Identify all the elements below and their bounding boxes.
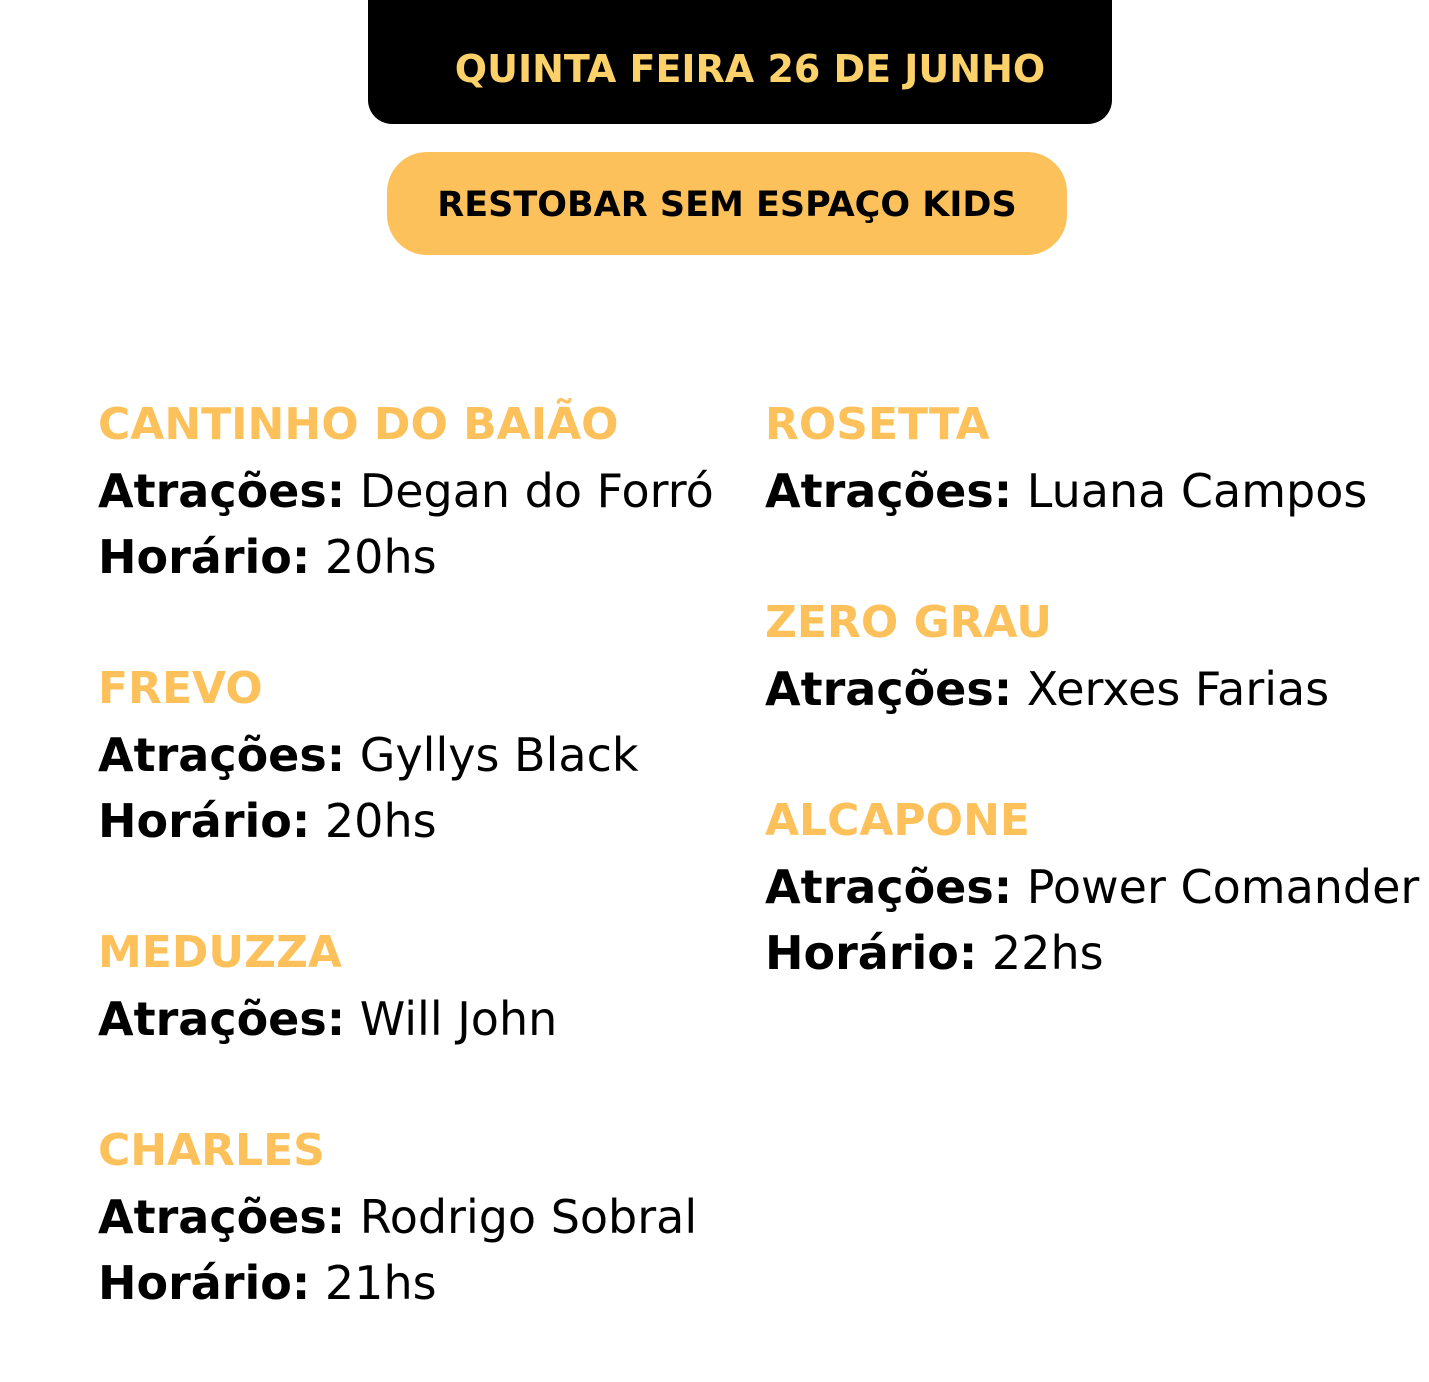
category-title: RESTOBAR SEM ESPAÇO KIDS	[437, 184, 1017, 225]
time-value: 20hs	[324, 794, 437, 848]
attraction-label: Atrações:	[98, 1190, 346, 1244]
attraction-value: Will John	[359, 992, 558, 1046]
venue-name: ZERO GRAU	[765, 597, 1052, 648]
venue-card	[98, 656, 714, 854]
venue-name: CANTINHO DO BAIÃO	[98, 399, 619, 450]
attraction-value: Gyllys Black	[359, 728, 639, 782]
attraction-line	[98, 1184, 714, 1250]
time-value: 20hs	[324, 530, 437, 584]
attraction-value: Luana Campos	[1026, 464, 1368, 518]
attraction-value: Degan do Forró	[359, 464, 714, 518]
attraction-label: Atrações:	[765, 662, 1013, 716]
time-label: Horário:	[98, 530, 311, 584]
venue-name: CHARLES	[98, 1125, 325, 1176]
venue-card	[98, 1118, 714, 1316]
time-line	[98, 524, 714, 590]
venue-category-pill	[387, 152, 1067, 255]
attraction-line	[765, 854, 1419, 920]
time-line	[765, 920, 1419, 986]
attraction-label: Atrações:	[765, 464, 1013, 518]
venue-name: FREVO	[98, 663, 263, 714]
time-label: Horário:	[98, 1256, 311, 1310]
attraction-line	[98, 458, 714, 524]
venue-name: ALCAPONE	[765, 795, 1030, 846]
attraction-value: Power Comander	[1026, 860, 1420, 914]
date-banner	[368, 0, 1112, 124]
attraction-value: Rodrigo Sobral	[359, 1190, 698, 1244]
venue-card	[765, 788, 1419, 986]
attraction-label: Atrações:	[765, 860, 1013, 914]
attraction-label: Atrações:	[98, 992, 346, 1046]
date-title: QUINTA FEIRA 26 DE JUNHO	[454, 47, 1046, 91]
attraction-line	[765, 458, 1419, 524]
attraction-line	[765, 656, 1419, 722]
venue-card	[98, 920, 714, 1052]
venue-name: MEDUZZA	[98, 927, 342, 978]
time-line	[98, 788, 714, 854]
venue-name: ROSETTA	[765, 399, 990, 450]
venue-column-left	[98, 392, 714, 1382]
time-value: 21hs	[324, 1256, 437, 1310]
attraction-label: Atrações:	[98, 728, 346, 782]
venue-card	[765, 392, 1419, 524]
venue-column-right	[765, 392, 1419, 1052]
attraction-line	[98, 722, 714, 788]
venue-card	[765, 590, 1419, 722]
attraction-line	[98, 986, 714, 1052]
attraction-value: Xerxes Farias	[1026, 662, 1330, 716]
time-value: 22hs	[991, 926, 1104, 980]
time-label: Horário:	[765, 926, 978, 980]
time-line	[98, 1250, 714, 1316]
venue-card	[98, 392, 714, 590]
attraction-label: Atrações:	[98, 464, 346, 518]
time-label: Horário:	[98, 794, 311, 848]
